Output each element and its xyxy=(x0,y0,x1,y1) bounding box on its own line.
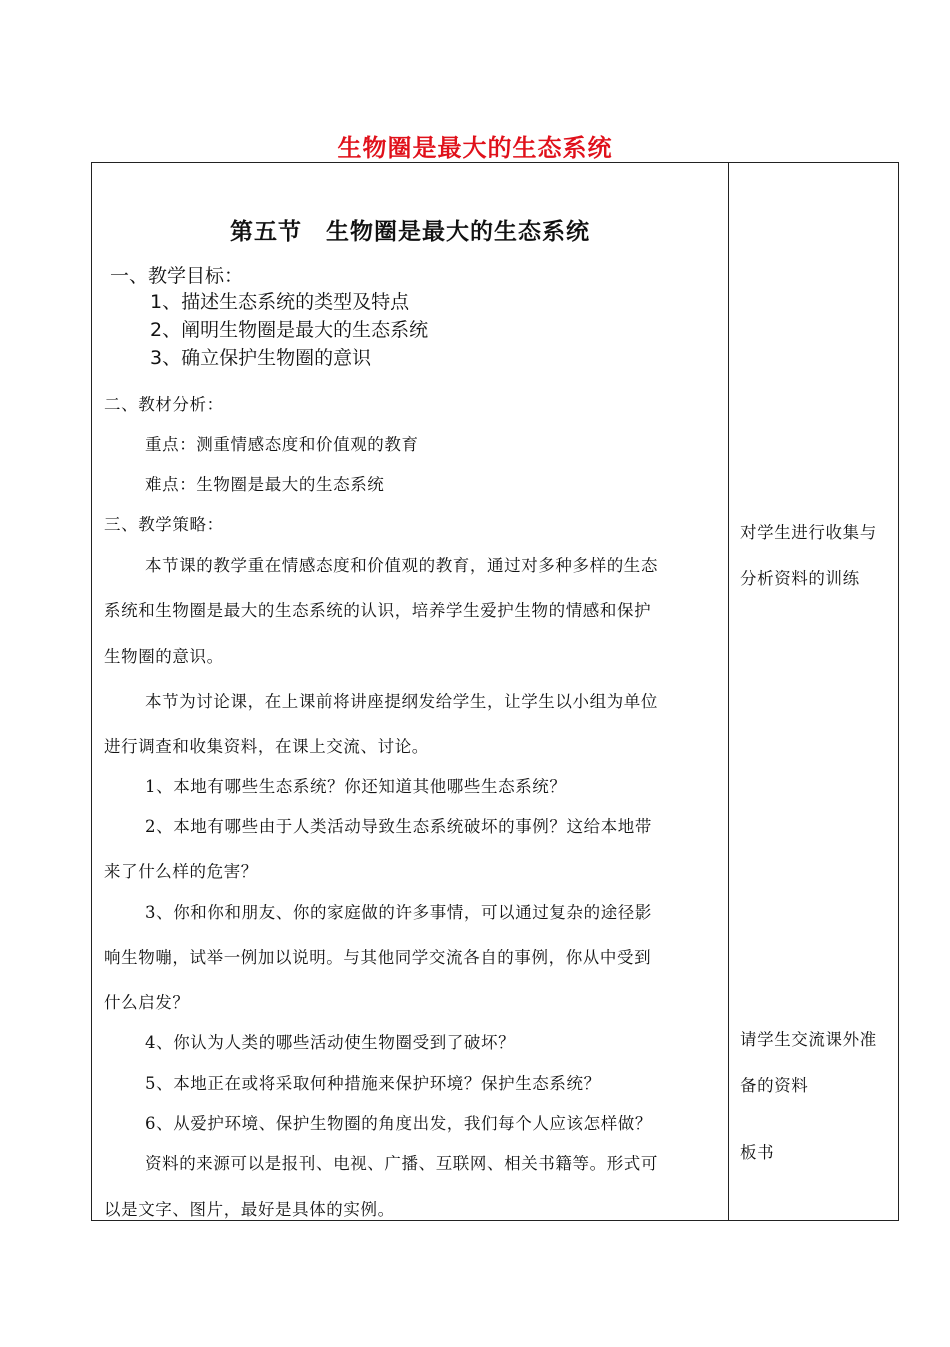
lesson-table xyxy=(91,162,899,1221)
question-line: 什么启发？ xyxy=(104,993,190,1012)
question-item: 1、本地有哪些生态系统？你还知道其他哪些生态系统？ xyxy=(145,777,567,796)
note-board: 板书 xyxy=(740,1143,775,1162)
question-line: 来了什么样的危害？ xyxy=(104,862,258,881)
strategy-heading: 三、教学策略： xyxy=(104,515,224,534)
paragraph-line: 本节为讨论课，在上课前将讲座提纲发给学生，让学生以小组为单位 xyxy=(145,692,658,711)
analysis-heading: 二、教材分析： xyxy=(104,395,224,414)
paragraph-line: 生物圈的意识。 xyxy=(104,647,224,666)
sources-line: 资料的来源可以是报刊、电视、广播、互联网、相关书籍等。形式可 xyxy=(145,1154,658,1173)
section-title: 第五节 生物圈是最大的生态系统 xyxy=(230,219,590,245)
question-item: 4、你认为人类的哪些活动使生物圈受到了破坏？ xyxy=(145,1033,516,1052)
note-line: 备的资料 xyxy=(740,1076,809,1095)
paragraph-line: 进行调查和收集资料，在课上交流、讨论。 xyxy=(104,737,429,756)
difficult-point: 难点：生物圈是最大的生态系统 xyxy=(145,475,385,494)
question-line: 响生物嘣，试举一例加以说明。与其他同学交流各自的事例，你从中受到 xyxy=(104,948,652,967)
objective-item: 2、阐明生物圈是最大的生态系统 xyxy=(150,319,429,341)
column-divider xyxy=(728,163,729,1220)
objectives-heading: 一、教学目标： xyxy=(110,265,244,287)
question-item: 5、本地正在或将采取何种措施来保护环境？保护生态系统？ xyxy=(145,1074,601,1093)
note-line: 对学生进行收集与 xyxy=(740,523,877,542)
objective-item: 1、描述生态系统的类型及特点 xyxy=(150,291,410,313)
objective-item: 3、确立保护生物圈的意识 xyxy=(150,347,372,369)
note-line: 分析资料的训练 xyxy=(740,569,860,588)
paragraph-line: 系统和生物圈是最大的生态系统的认识，培养学生爱护生物的情感和保护 xyxy=(104,601,652,620)
key-point: 重点：测重情感态度和价值观的教育 xyxy=(145,435,419,454)
paragraph-line: 本节课的教学重在情感态度和价值观的教育，通过对多种多样的生态 xyxy=(145,556,658,575)
question-line: 3、你和你和朋友、你的家庭做的许多事情，可以通过复杂的途径影 xyxy=(145,903,652,922)
document-title: 生物圈是最大的生态系统 xyxy=(337,133,613,162)
note-line: 请学生交流课外准 xyxy=(740,1030,877,1049)
question-line: 2、本地有哪些由于人类活动导致生态系统破坏的事例？这给本地带 xyxy=(145,817,652,836)
sources-line: 以是文字、图片，最好是具体的实例。 xyxy=(104,1200,395,1219)
question-item: 6、从爱护环境、保护生物圈的角度出发，我们每个人应该怎样做？ xyxy=(145,1114,652,1133)
